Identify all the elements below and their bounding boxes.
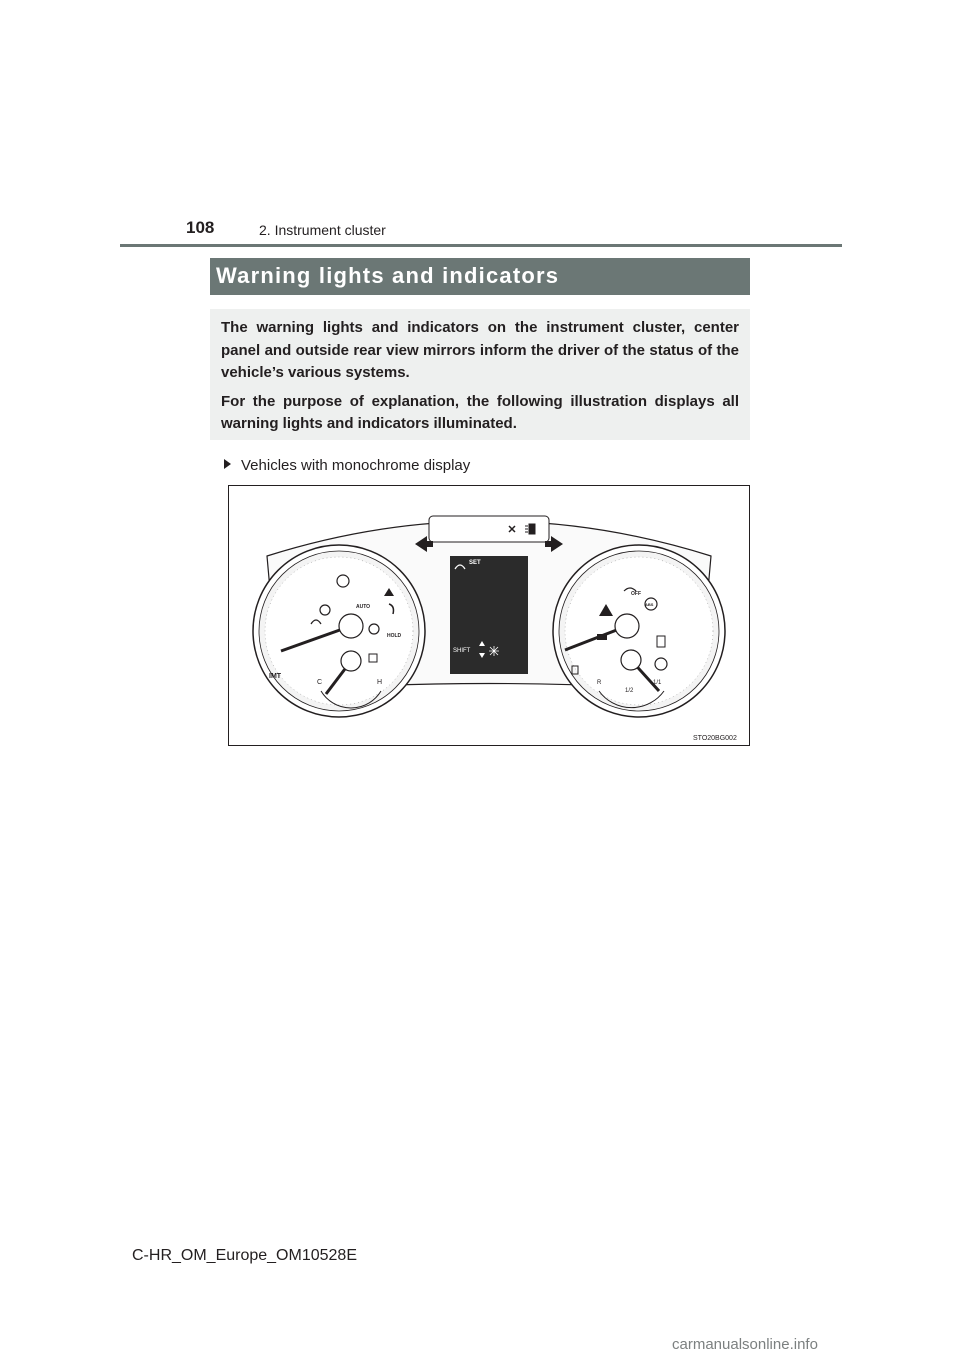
manual-code: C-HR_OM_Europe_OM10528E [132,1247,357,1264]
fuel-reserve-label: R [597,680,602,686]
heading-bar [210,258,750,295]
intro-paragraph: For the purpose of explanation, the following illustration displays all warning lights and indicators illuminated. [221,392,739,432]
page-number: 108 [186,218,215,237]
abs-label: ABS [645,602,654,607]
triangle-bullet-icon [224,459,231,469]
shift-label: SHIFT [453,648,471,654]
left-gauge [253,545,425,717]
fuel-half-label: 1/2 [625,688,634,694]
imt-label: IMT [269,673,282,680]
center-display [450,556,528,674]
temp-hot-label: H [377,679,383,686]
fuel-full-label: 1/1 [653,680,662,686]
bullet-label: Vehicles with monochrome display [241,457,471,474]
hold-label: HOLD [387,633,402,639]
needle-hub [621,650,641,670]
frost-icon [489,646,499,656]
high-beam-icon [525,524,535,534]
instrument-cluster-illustration [228,485,750,746]
auto-label: AUTO [356,604,371,610]
check-engine-icon [597,634,607,640]
intro-paragraph: The warning lights and indicators on the instrument cluster, center panel and outside rear view mirrors inform the driver of the status of the vehicle’s various systems. [221,319,739,381]
figure-code: STO20BG002 [693,735,737,742]
temp-cold-label: C [317,679,323,686]
watermark: carmanualsonline.info [672,1336,818,1353]
bullet-item [224,457,470,474]
section-title: 2. Instrument cluster [259,222,386,238]
right-gauge [553,545,725,717]
needle-hub [339,614,363,638]
set-label: SET [469,560,481,566]
header-divider [120,244,842,247]
page-heading: Warning lights and indicators [216,263,560,288]
needle-hub [615,614,639,638]
needle-hub [341,651,361,671]
cluster-drawing [229,486,749,745]
intro-box [210,309,750,440]
off-label: OFF [631,591,641,597]
